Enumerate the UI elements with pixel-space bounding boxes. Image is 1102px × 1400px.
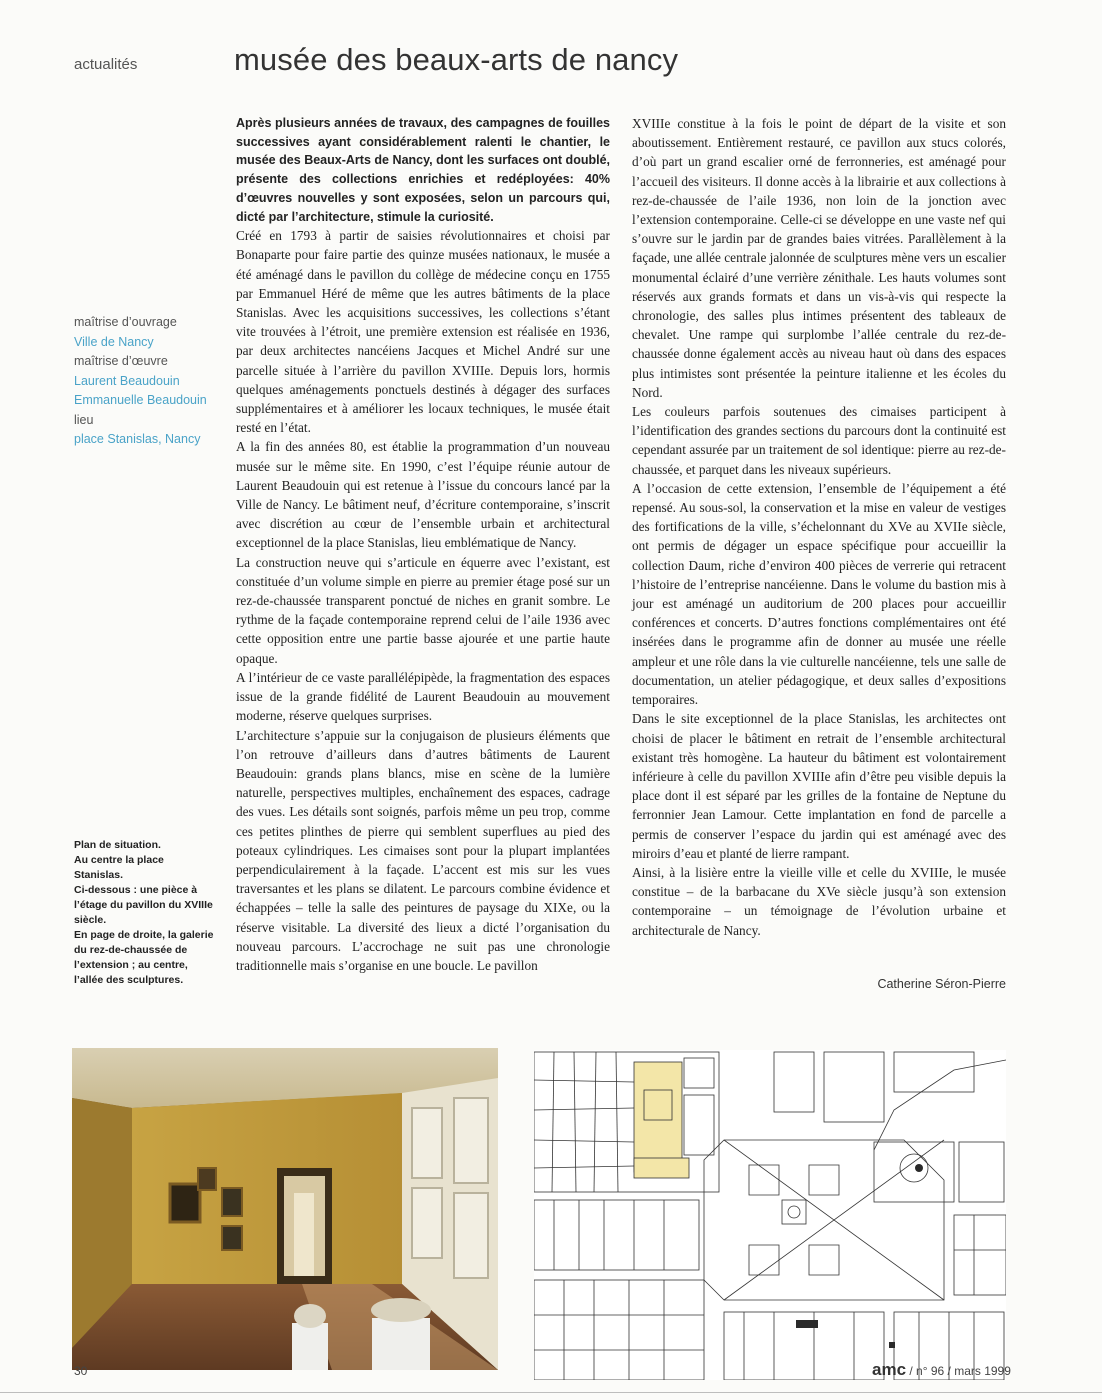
page-title: musée des beaux-arts de nancy (234, 42, 679, 77)
article-paragraph: L’architecture s’appuie sur la conjugaison de plusieurs éléments que l’on retrouve d’ailleurs dans d’autres bâtiments de Laurent Beaudouin: grands plans blancs, mise en scène de la lumière naturelle, perspectives multiples, enchaînement des espaces, cadrage des vues. Les détails sont soignés, parfois même un peu trop, comme ces petites plinthes de pierre qui semblent superflues au pied des poteaux cylindriques. Les cimaises sont pour la plupart implantées perpendiculairement à la façade. L’accent est mis sur les vues traversantes et les plans se dilatent. Le parcours combine évidence et échappées – telle la salle des peintures de paysage du XIXe, ou la réserve visitable. La diversité des lieux a dicté l’organisation du nouveau parcours. L’accrochage ne suit pas une chronologie traditionnelle mais s’organise en une boucle. Le pavillon (236, 727, 610, 973)
page-number: 30 (74, 1364, 88, 1378)
issue-reference (872, 1360, 1011, 1380)
caption-line-photo: Ci-dessous : une pièce à l’étage du pavillon du XVIIIe siècle. (74, 884, 213, 926)
article-paragraph: Ainsi, à la lisière entre la vieille ville et celle du XVIIIe, le musée constitue – de la barbacane du XVe siècle jusqu’à son extension contemporaine – un témoignage de l’évolution urbaine et architecturale de Nancy. (632, 864, 1006, 938)
magazine-brand: amc (872, 1360, 907, 1379)
issue-info: / n° 96 / mars 1999 (909, 1364, 1011, 1378)
article-column-1 (236, 114, 610, 975)
article-paragraph: Créé en 1793 à partir de saisies révolutionnaires et choisi par Bonaparte pour faire partie des quinze musées nationaux, le musée a été aménagé dans le pavillon du collège de médecine conçu en 1755 par Emmanuel Héré de même que les autres bâtiments de la place Stanislas. Avec les acquisitions successives, les collections s’étant vite trouvées à l’étroit, une première extension est réalisée en 1936, par deux architectes nancéiens Jacques et Michel André sur une parcelle située à l’arrière du pavillon XVIIIe. Depuis lors, hormis quelques aménagements ponctuels destinés à dégager des surfaces supplémentaires et à améliorer les locaux techniques, le musée était resté en l’état. (236, 228, 610, 436)
article-paragraph: A la fin des années 80, est établie la programmation d’un nouveau musée sur le même site. En 1990, c’est l’équipe réunie autour de Laurent Beaudouin qui est retenue à l’issue du concours lancé par la Ville de Nancy. Le bâtiment neuf, d’écriture contemporaine, s’inscrit avec discrétion au cœur de l’ensemble urbain et architectural exceptionnel de la place Stanislas, lieu emblématique de Nancy. (236, 439, 610, 551)
credit-value-architect-2: Emmanuelle Beaudouin (74, 393, 207, 407)
article-paragraph: La construction neuve qui s’articule en équerre avec l’existant, est constituée d’un volume simple en pierre au premier étage posé sur un rez-de-chaussée transparent ponctué de niches en granit sombre. Le rythme de la façade contemporaine reprend celui de l’aile 1936 avec cette opposition entre une partie basse ajourée et une partie haute opaque. (236, 554, 610, 666)
article-lead: Après plusieurs années de travaux, des campagnes de fouilles successives ayant considérablement ralenti le chantier, le musée des Beaux-Arts de Nancy, dont les surfaces ont doublé, présente des collections enrichies et redéployées: 40% d’œuvres nouvelles y sont exposées, selon un parcours qui, dicté par l’architecture, stimule la curiosité. (236, 116, 610, 224)
project-credits (74, 313, 224, 450)
article-paragraph: A l’intérieur de ce vaste parallélépipède, la fragmentation des espaces issue de la grande fidélité de Laurent Beaudouin au mouvement moderne, réserve quelques surprises. (236, 669, 610, 724)
caption-line-facing-page: En page de droite, la galerie du rez-de-chaussée de l’extension ; au centre, l’allée des sculptures. (74, 929, 214, 986)
article-paragraph: XVIIIe constitue à la fois le point de départ de la visite et son aboutissement. Entièrement restauré, ce pavillon aux stucs colorés, d’où part un grand escalier orné de ferronneries, est aménagé pour l’accueil des visiteurs. Il donne accès à la librairie et aux collections à rez-de-chaussée de l’aile 1936, non loin de la jonction avec l’extension contemporaine. Celle-ci se développe en une vaste nef qui s’ouvre sur le jardin par de grandes baies vitrées. Parallèlement à la façade, une allée centrale jalonnée de sculptures mène vers un escalier monumental éclairé d’une verrière zénithale. Les hauts volumes sont réservés aux grands formats et dans un vis-à-vis qui respecte la chronologie, des salles plus intimes présentent des tableaux de chevalet. Une rampe qui surplombe l’allée centrale du rez-de-chaussée donne également accès au niveau haut où dans des espaces plus intimistes sont présentée la peinture italienne et les écoles du Nord. (632, 116, 1006, 400)
figure-caption (74, 838, 214, 988)
credit-value-location: place Stanislas, Nancy (74, 432, 201, 446)
credit-value-client: Ville de Nancy (74, 334, 154, 349)
credit-label-location: lieu (74, 412, 94, 427)
caption-line-plan: Plan de situation. (74, 839, 161, 851)
credit-label-client: maîtrise d’ouvrage (74, 315, 177, 329)
section-label: actualités (74, 56, 138, 73)
article-paragraph: Dans le site exceptionnel de la place Stanislas, les architectes ont choisi de placer le bâtiment en retrait de l’ensemble architectural existant très homogène. La hauteur du bâtiment est volontairement inférieure à celle du pavillon XVIIIe afin d’être peu visible depuis la place dont il est séparé par les grilles de la fontaine de Neptune du ferronnier Jean Lamour. Cette implantation en fond de parcelle a permis de conserver l’espace du jardin qui est aménagé avec des miroirs d’eau et planté de lierre rampant. (632, 711, 1006, 861)
author-signature: Catherine Séron-Pierre (877, 977, 1006, 991)
article-paragraph: Les couleurs parfois soutenues des cimaises participent à l’identification des grandes sections du parcours dont la continuité est cependant assurée par un traitement de sol identique: pierre au rez-de-chaussée, et parquet dans les niveaux supérieurs. (632, 404, 1006, 477)
credit-value-architect-1: Laurent Beaudouin (74, 373, 180, 388)
article-column-2 (632, 114, 1006, 940)
caption-line-place: Au centre la place Stanislas. (74, 854, 164, 881)
page-edge-rule (0, 1392, 1102, 1393)
site-plan-drawing (534, 1050, 1006, 1380)
gallery-room-photo (72, 1048, 498, 1370)
article-paragraph: A l’occasion de cette extension, l’ensemble de l’équipement a été repensé. Au sous-sol, la conservation et la mise en valeur de vestiges des fortifications de la ville, s’échelonnant du XVe au XVIIe siècle, ont permis de dégager un espace spécifique pour accueillir la collection Daum, riche d’environ 400 pièces de verrerie qui retracent l’histoire de l’entreprise nancéienne. Dans le volume du bastion mis à jour est aménagé un auditorium de 200 places pour accueillir conférences et concerts. D’autres fonctions complémentaires ont été insérées dans le programme afin de donner au musée une réelle ampleur et une rôle dans la vie culturelle nancéienne, tels une salle de documentation, un atelier pédagogique, et deux salles d’expositions temporaires. (632, 480, 1006, 708)
credit-label-architect: maîtrise d’œuvre (74, 354, 168, 368)
